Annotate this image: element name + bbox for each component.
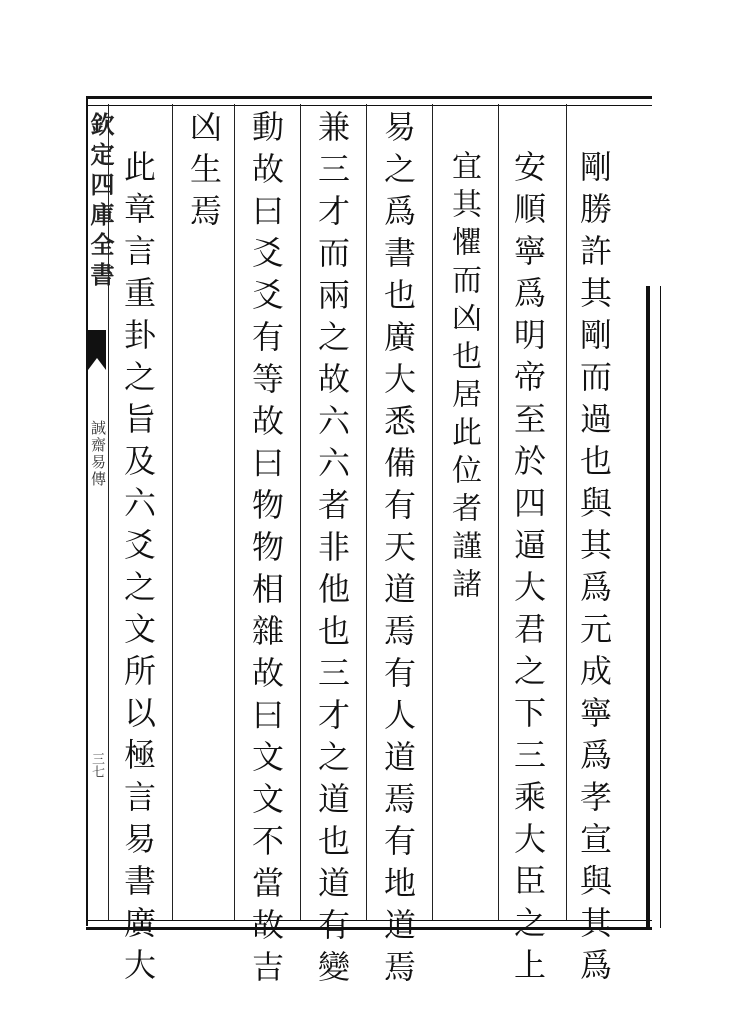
text-column-4: 易之爲書也廣大悉備有天道焉有人道焉有地道焉 bbox=[379, 110, 417, 992]
text-column-8: 此章言重卦之旨及六爻之文所以極言易書廣大 bbox=[119, 150, 157, 990]
text-column-2: 安順寧爲明帝至於四逼大君之下三乘大臣之上 bbox=[509, 150, 547, 990]
margin-book-title: 欽定四庫全書 bbox=[86, 112, 115, 292]
column-rule bbox=[300, 104, 301, 920]
text-column-6: 動故曰爻爻有等故曰物物相雜故曰文文不當故吉 bbox=[247, 110, 285, 992]
frame-top-border bbox=[86, 96, 652, 106]
text-column-1: 剛勝許其剛而過也與其爲元成寧爲孝宣與其爲 bbox=[575, 150, 613, 990]
column-rule bbox=[566, 104, 567, 920]
column-rule bbox=[432, 104, 433, 920]
frame-bottom-border bbox=[86, 920, 652, 930]
text-column-7: 凶生焉 bbox=[185, 110, 223, 236]
text-column-5: 兼三才而兩之故六六者非他也三才之道也道有變 bbox=[313, 110, 351, 992]
margin-page-number: 三七 bbox=[89, 752, 104, 778]
frame-right-border bbox=[646, 286, 661, 928]
fish-tail-mark bbox=[88, 330, 106, 370]
column-rule bbox=[498, 104, 499, 920]
margin-section-title: 誠齋易傳 bbox=[89, 420, 107, 488]
column-rule bbox=[366, 104, 367, 920]
text-column-3: 宜其懼而凶也居此位者謹諸 bbox=[446, 150, 481, 606]
column-rule bbox=[172, 104, 173, 920]
column-rule bbox=[234, 104, 235, 920]
